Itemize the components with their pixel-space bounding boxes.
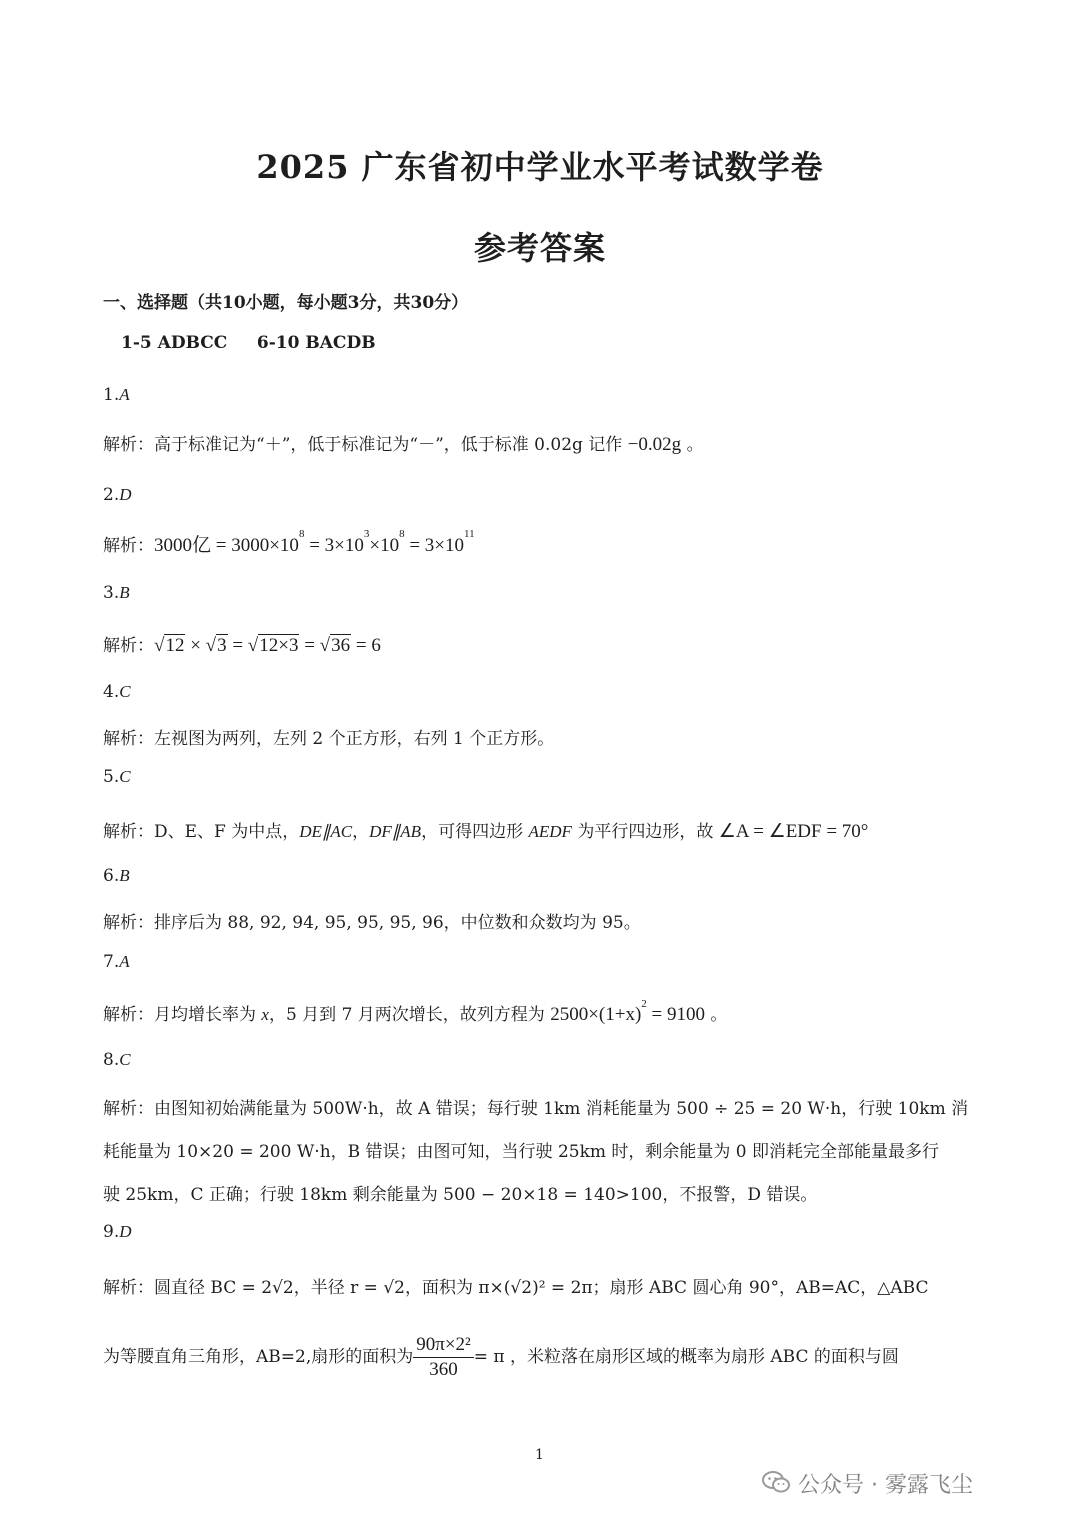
question-number: 7.A	[103, 952, 130, 972]
question-number: 6.B	[103, 866, 130, 886]
watermark	[762, 1468, 973, 1499]
analysis-text: 解析：月均增长率为 x，5 月到 7 月两次增长，故列方程为 $2500\times(1+x)^2 = 9100$ 。	[103, 998, 728, 1025]
question-number: 1.A	[103, 385, 130, 405]
analysis-text: 解析：高于标准记为“＋”，低于标准记为“－”，低于标准 0.02g 记作 −0.02g 。	[103, 434, 704, 455]
analysis-text: 为等腰直角三角形，AB=2,扇形的面积为 $\frac{\text{90π×2²}}{360}$ = π ，米粒落在扇形区域的概率为扇形 ABC 的面积与圆	[103, 1334, 899, 1380]
question-number: 5.C	[103, 767, 131, 787]
analysis-text: 耗能量为 10×20 = 200 W·h，B 错误；由图可知，当行驶 25km 时，剩余能量为 0 即消耗完全部能量最多行	[103, 1142, 940, 1162]
analysis-text: 解析：由图知初始满能量为 500W·h，故 A 错误；每行驶 1km 消耗能量为 500 ÷ 25 = 20 W·h，行驶 10km 消	[103, 1099, 969, 1119]
page-subtitle: 参考答案	[473, 229, 606, 267]
section-heading: 一、选择题（共10小题，每小题3分，共30分）	[103, 293, 469, 313]
analysis-text: 解析：左视图为两列，左列 2 个正方形，右列 1 个正方形。	[103, 729, 555, 749]
question-number: 9.D	[103, 1222, 132, 1242]
page-title: 2025 广东省初中学业水平考试数学卷	[256, 148, 824, 186]
fraction: $\frac{\text{90π×2²}}{360}$	[413, 1333, 474, 1382]
analysis-text: 解析：3000亿 = $3000\times 10^8 = 3\times 10^3\times 10^8 = 3\times 10^{11}$	[103, 528, 475, 556]
wechat-icon	[762, 1471, 790, 1497]
analysis-text: 解析：排序后为 88, 92, 94, 95, 95, 95, 96，中位数和众数均为 95。	[103, 913, 641, 933]
question-number: 2.D	[103, 485, 132, 505]
question-number: 3.B	[103, 583, 130, 603]
analysis-text: 驶 25km，C 正确；行驶 18km 剩余能量为 500 − 20×18 = 140>100，不报警，D 错误。	[103, 1185, 818, 1205]
watermark-text: 公众号 · 雾露飞尘	[798, 1473, 973, 1498]
analysis-text: 解析：D、E、F 为中点，DE∥AC，DF∥AB，可得四边形 AEDF 为平行四边形，故 ∠A = ∠EDF = 70°	[103, 821, 869, 842]
answer-summary: 1-5 ADBCC 6-10 BACDB	[121, 333, 376, 353]
analysis-text: 解析：圆直径 BC = 2√2，半径 r = √2，面积为 π×(√2)² = 2π；扇形 ABC 圆心角 90°，AB=AC，△ABC	[103, 1278, 929, 1298]
page-number: 1	[535, 1447, 544, 1463]
analysis-text: 解析：√12 × √3 = √12×3 = √36 = 6	[103, 635, 381, 656]
question-number: 4.C	[103, 682, 131, 702]
question-number: 8.C	[103, 1050, 131, 1070]
